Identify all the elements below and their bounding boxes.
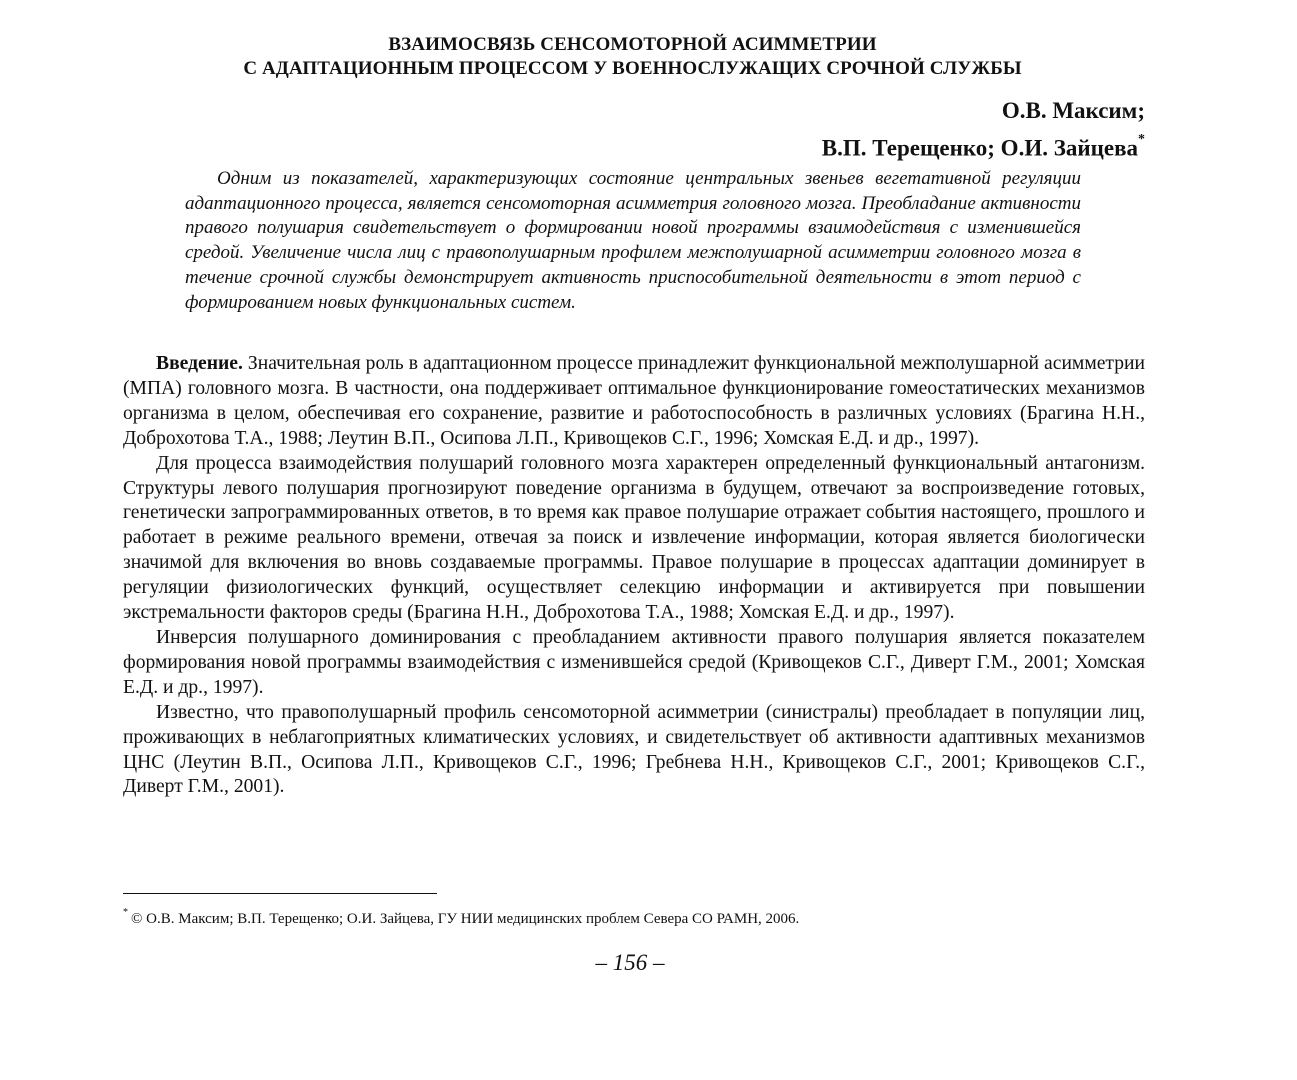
footnote-mark: * [123, 907, 128, 918]
abstract: Одним из показателей, характеризующих состояние центральных звеньев вегетативной регуляции адаптационного процесса, является сенсомоторная асимметрия головного мозга. Преобладание активности правого полушария свидетельствует о формировании новой программы взаимодействия с изменившейся средой. Увеличение числа лиц с правополушарным профилем межполушарной асимметрии головного мозга в течение срочной службы демонстрирует активность приспособительной деятельности в этот период с формированием новых функциональных систем. [185, 168, 1081, 313]
page-number: – 156 – [595, 950, 665, 975]
paragraph-1-text: Значительная роль в адаптационном процессе принадлежит функциональной межполушарной асимметрии (МПА) головного мозга. В частности, она поддерживает оптимальное функционирование гомеостатических механизмов организма в целом, обеспечивая его сохранение, развитие и работоспособность в различных условиях (Брагина Н.Н., Доброхотова Т.А., 1988; Леутин В.П., Осипова Л.П., Кривощеков С.Г., 1996; Хомская Е.Д. и др., 1997). [123, 353, 1145, 449]
article-title [120, 33, 1145, 81]
paragraph-2: Для процесса взаимодействия полушарий головного мозга характерен определенный функциональный антагонизм. Структуры левого полушария прогнозируют поведение организма в будущем, отвечают за воспроизведение готовых, генетически запрограммированных ответов, в то время как правое полушарие отражает события настоящего, прошлого и работает в режиме реального времени, отвечая за поиск и извлечение информации, которая является биологически значимой для включения во вновь создаваемые программы. Правое полушарие в процессах адаптации доминирует в регуляции физиологических функций, осуществляет селекцию информации и активируется при повышении экстремальности факторов среды (Брагина Н.Н., Доброхотова Т.А., 1988; Хомская Е.Д. и др., 1997). [123, 452, 1145, 624]
title-line-2: С АДАПТАЦИОННЫМ ПРОЦЕССОМ У ВОЕННОСЛУЖАЩИХ СРОЧНОЙ СЛУЖБЫ [243, 58, 1022, 79]
paragraph-introduction [123, 352, 1145, 452]
article-body [123, 352, 1145, 800]
authors-footnote-mark: * [1138, 132, 1145, 147]
authors-block [822, 94, 1145, 165]
footnote-divider [123, 893, 437, 894]
footnote-text: © О.В. Максим; В.П. Терещенко; О.И. Зайцева, ГУ НИИ медицинских проблем Севера СО РАМН, 2006. [131, 911, 800, 927]
authors-line-2 [822, 127, 1145, 165]
footnote [123, 905, 799, 929]
paragraph-3: Инверсия полушарного доминирования с преобладанием активности правого полушария является показателем формирования новой программы взаимодействия с изменившейся средой (Кривощеков С.Г., Диверт Г.М., 2001; Хомская Е.Д. и др., 1997). [123, 626, 1145, 698]
paragraph-4: Известно, что правополушарный профиль сенсомоторной асимметрии (синистралы) преобладает в популяции лиц, проживающих в неблагоприятных климатических условиях, и свидетельствует об активности адаптивных механизмов ЦНС (Леутин В.П., Осипова Л.П., Кривощеков С.Г., 1996; Гребнева Н.Н., Кривощеков С.Г., 2001; Кривощеков С.Г., Диверт Г.М., 2001). [123, 701, 1145, 798]
introduction-label: Введение. [156, 353, 243, 374]
title-line-1: ВЗАИМОСВЯЗЬ СЕНСОМОТОРНОЙ АСИММЕТРИИ [388, 34, 877, 55]
authors-line-2-text: В.П. Терещенко; О.И. Зайцева [821, 135, 1138, 161]
authors-line-1: О.В. Максим; [1001, 98, 1145, 123]
